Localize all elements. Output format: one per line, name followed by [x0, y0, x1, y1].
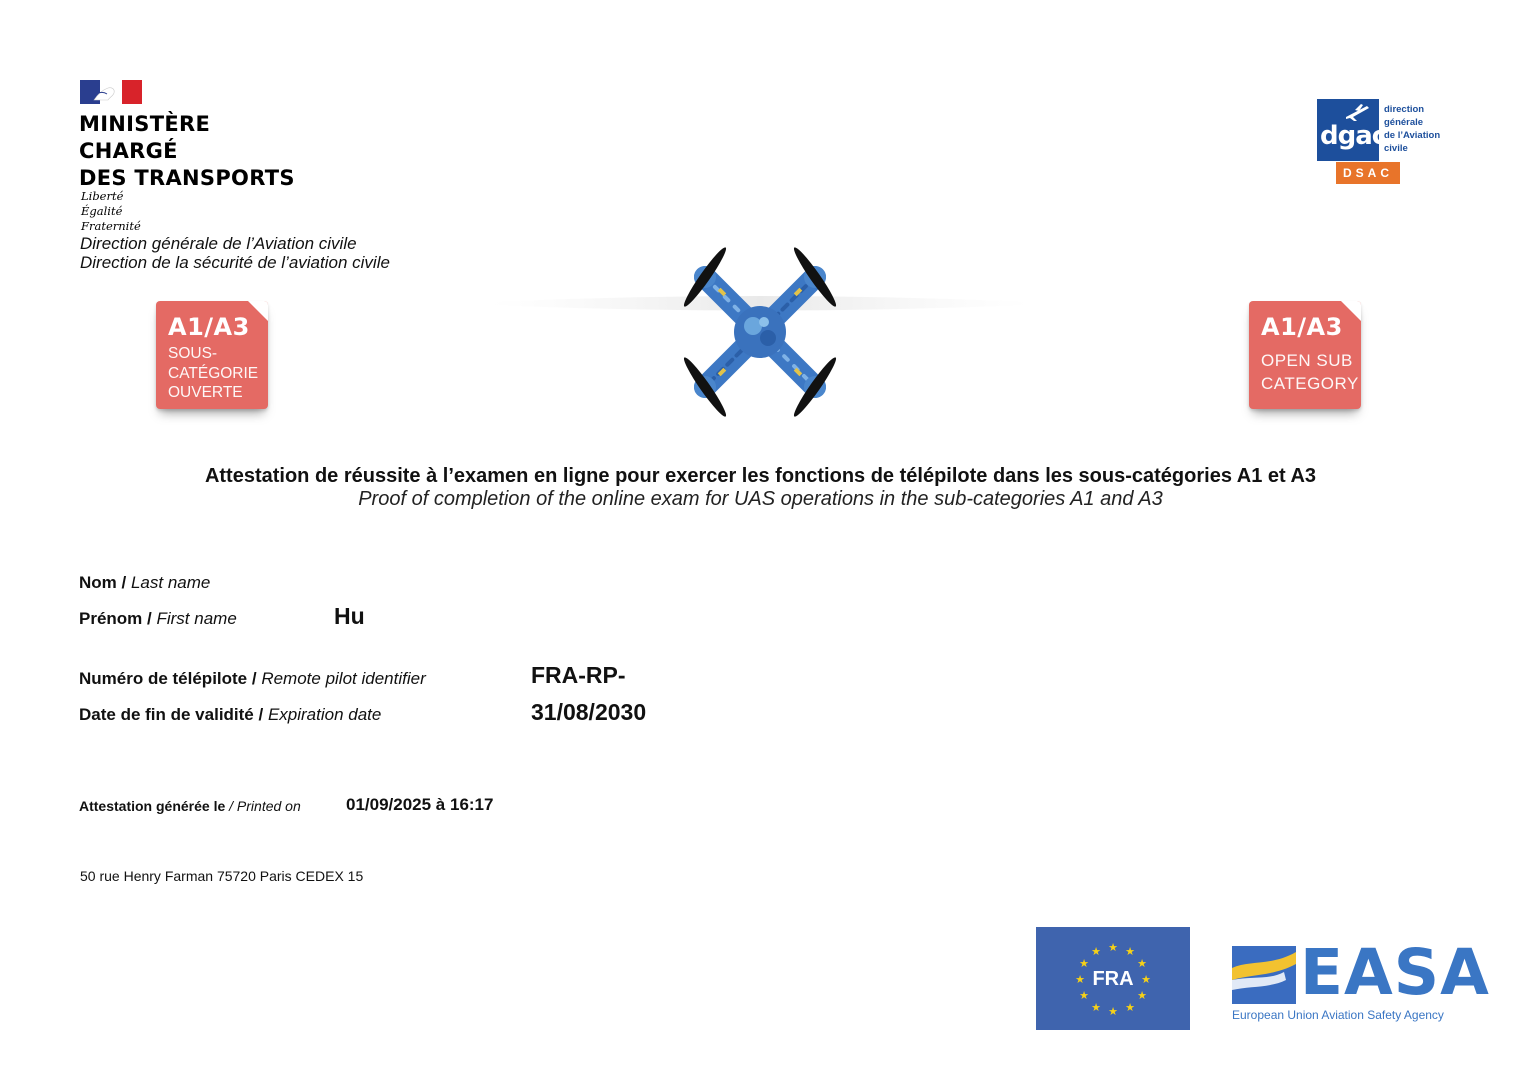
printed-value: 01/09/2025 à 16:17	[346, 795, 494, 814]
ministry-name-line: DES TRANSPORTS	[79, 166, 295, 190]
republic-motto	[81, 189, 141, 234]
svg-text:★: ★	[1137, 957, 1147, 970]
category-line: OUVERTE	[168, 384, 243, 401]
pilot-id-label-en: Remote pilot identifier	[261, 669, 426, 688]
first-name-value: Hu	[334, 603, 365, 629]
svg-text:★: ★	[1125, 1001, 1135, 1014]
last-name-label-en: Last name	[130, 573, 211, 592]
svg-text:★: ★	[1075, 973, 1085, 986]
marianne-logo	[80, 80, 142, 104]
document-title-fr	[0, 465, 1521, 488]
category-card-fr	[156, 301, 268, 409]
category-description	[1261, 349, 1359, 395]
ministry-name-line: CHARGÉ	[79, 139, 178, 163]
svg-text:★: ★	[1079, 957, 1089, 970]
svg-text:★: ★	[1125, 945, 1135, 958]
svg-text:★: ★	[1091, 1001, 1101, 1014]
first-name-label	[79, 609, 237, 629]
last-name-label-fr: Nom /	[79, 573, 127, 592]
dgac-side-line: direction	[1384, 104, 1425, 115]
direction-text	[80, 235, 390, 272]
svg-text:★: ★	[1079, 989, 1089, 1002]
fra-eu-flag	[1036, 927, 1190, 1030]
category-description	[168, 344, 258, 403]
printed-label-fr: Attestation générée le	[79, 798, 226, 814]
ministry-name-line: MINISTÈRE	[79, 112, 211, 136]
easa-bird-icon	[1232, 946, 1296, 1004]
title-fr-text: Attestation de réussite à l’examen en ligne pour exercer les fonctions de télépilote dans les sous-catégories A1 et A3	[204, 465, 1317, 487]
ministry-name	[79, 111, 295, 192]
motto-line: Fraternité	[81, 219, 141, 233]
category-code: A1/A3	[168, 313, 250, 341]
svg-text:★: ★	[1137, 989, 1147, 1002]
expiry-label	[79, 705, 381, 725]
address: 50 rue Henry Farman 75720 Paris CEDEX 15	[80, 868, 364, 884]
category-code: A1/A3	[1261, 313, 1343, 341]
fra-country-code: FRA	[1092, 968, 1134, 990]
svg-text:★: ★	[1108, 941, 1118, 954]
easa-subtitle: European Union Aviation Safety Agency	[1232, 1008, 1444, 1022]
svg-text:★: ★	[1141, 973, 1151, 986]
easa-word: EASA	[1300, 936, 1490, 1009]
category-line: SOUS-	[168, 345, 218, 362]
pilot-id-value: FRA-RP-	[531, 662, 626, 688]
title-en-text: Proof of completion of the online exam for UAS operations in the sub-categories A1 and A3	[358, 488, 1163, 510]
card-fold-corner	[248, 301, 268, 321]
first-name-label-fr: Prénom /	[79, 609, 152, 628]
printed-label-en: / Printed on	[229, 798, 301, 814]
category-card-en	[1249, 301, 1361, 409]
document-title-en	[0, 488, 1521, 511]
printed-label	[79, 798, 301, 814]
category-line: OPEN SUB	[1261, 351, 1353, 370]
dsac-badge: DSAC	[1336, 162, 1400, 184]
motto-line: Liberté	[81, 189, 124, 203]
last-name-label	[79, 573, 210, 593]
direction-line: Direction générale de l’Aviation civile	[80, 234, 357, 253]
expiry-label-en: Expiration date	[267, 705, 382, 724]
direction-line: Direction de la sécurité de l’aviation civile	[80, 252, 390, 272]
dgac-side-line: générale	[1384, 117, 1424, 128]
card-fold-corner	[1341, 301, 1361, 321]
pilot-id-label-fr: Numéro de télépilote /	[79, 669, 257, 688]
dgac-side-line: civile	[1384, 143, 1408, 154]
expiry-label-fr: Date de fin de validité /	[79, 705, 264, 724]
category-line: CATEGORY	[1261, 374, 1359, 393]
expiry-value: 31/08/2030	[531, 699, 647, 725]
plane-icon	[1343, 102, 1371, 122]
dgac-word: dgac	[1320, 121, 1387, 151]
dgac-side-line: de l’Aviation	[1384, 130, 1441, 141]
dgac-logo	[1317, 99, 1442, 187]
svg-text:★: ★	[1091, 945, 1101, 958]
category-line: CATÉGORIE	[168, 364, 259, 382]
svg-text:★: ★	[1108, 1005, 1118, 1018]
motto-line: Égalité	[81, 204, 123, 218]
first-name-label-en: First name	[156, 609, 237, 628]
dgac-logo-box	[1317, 99, 1387, 161]
drone-illustration	[660, 232, 860, 432]
dgac-side-text	[1384, 103, 1440, 155]
easa-logo	[1232, 936, 1490, 1028]
pilot-id-label	[79, 669, 426, 689]
